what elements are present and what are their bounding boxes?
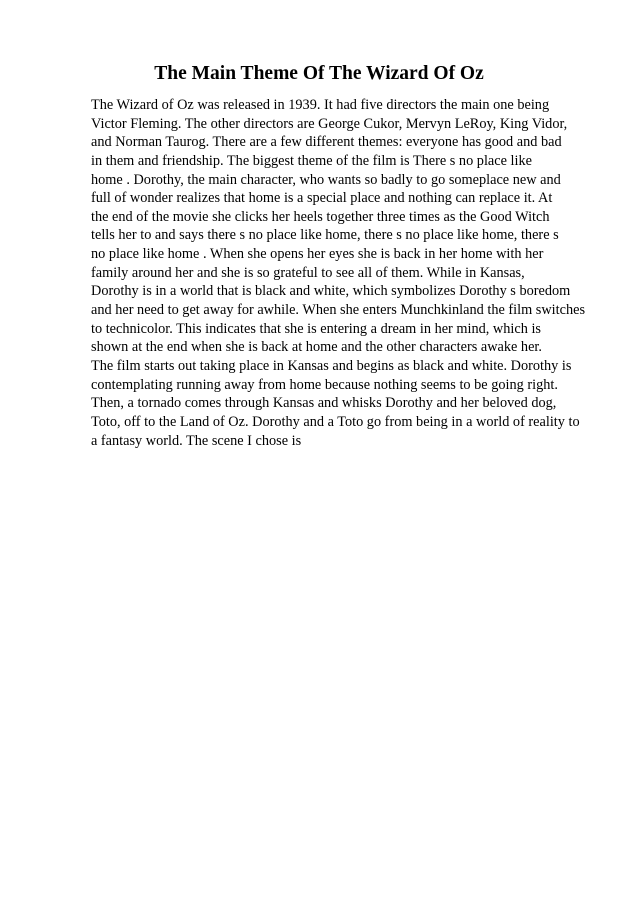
text-line: contemplating running away from home because nothing seems to be going right.: [91, 376, 558, 393]
text-line: shown at the end when she is back at home and the other characters awake her.: [91, 339, 542, 356]
text-line: to technicolor. This indicates that she is entering a dream in her mind, which is: [91, 320, 541, 337]
document-body: [91, 96, 611, 450]
text-line: in them and friendship. The biggest theme of the film is There s no place like: [91, 152, 532, 169]
text-line: family around her and she is so grateful to see all of them. While in Kansas,: [91, 264, 525, 281]
text-line: and Norman Taurog. There are a few different themes: everyone has good and bad: [91, 134, 562, 151]
text-line: Then, a tornado comes through Kansas and whisks Dorothy and her beloved dog,: [91, 395, 557, 412]
text-line: tells her to and says there s no place like home, there s no place like home, there s: [91, 227, 559, 244]
text-line: Dorothy is in a world that is black and white, which symbolizes Dorothy s boredom: [91, 283, 571, 300]
text-line: a fantasy world. The scene I chose is: [91, 432, 302, 449]
text-line: Toto, off to the Land of Oz. Dorothy and a Toto go from being in a world of reality to: [91, 413, 580, 430]
text-line: full of wonder realizes that home is a special place and nothing can replace it. At: [91, 190, 553, 207]
text-line: The Wizard of Oz was released in 1939. It had five directors the main one being: [91, 97, 550, 113]
text-line: The film starts out taking place in Kansas and begins as black and white. Dorothy is: [91, 357, 572, 374]
text-line: and her need to get away for awhile. When she enters Munchkinland the film switches: [91, 302, 586, 319]
text-line: no place like home . When she opens her eyes she is back in her home with her: [91, 246, 544, 263]
text-line: home . Dorothy, the main character, who wants so badly to go someplace new and: [91, 171, 561, 188]
text-line: the end of the movie she clicks her heels together three times as the Good Witch: [91, 208, 550, 225]
text-line: Victor Fleming. The other directors are George Cukor, Mervyn LeRoy, King Vidor,: [91, 115, 568, 132]
document-title: The Main Theme Of The Wizard Of Oz: [154, 63, 484, 84]
